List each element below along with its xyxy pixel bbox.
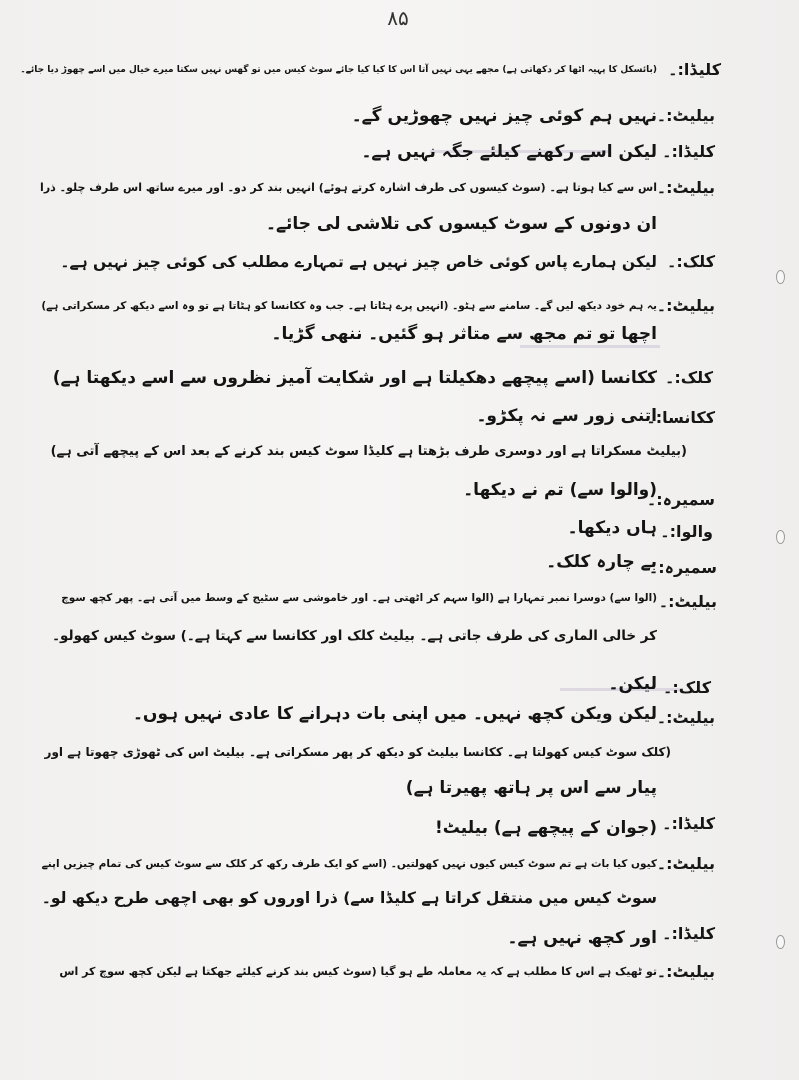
speaker-label: بیلیٹ:۔ bbox=[658, 592, 717, 611]
dialogue-line: (بائسکل کا پہیہ اٹھا کر دکھاتی ہے) مجھے یہی نہیں آتا اس کا کیا کیا جائے سوٹ کیس میں تو گھس نہیں سکتا میرے خیال میں اسے چھوڑ دیا جائے۔ bbox=[20, 65, 657, 75]
speaker-label: بیلیٹ:۔ bbox=[656, 708, 715, 727]
speaker-label: ککانسا:۔ bbox=[646, 408, 715, 427]
dialogue-line: تو ٹھیک ہے اس کا مطلب ہے کہ یہ معاملہ طے ہو گیا (سوٹ کیس بند کرنے کیلئے جھکتا ہے لیکن کچھ سوچ کر اس bbox=[59, 965, 657, 978]
dialogue-line: (جوان کے پیچھے ہے) بیلیٹ! bbox=[435, 818, 657, 838]
speaker-label: کلیڈا:۔ bbox=[662, 142, 715, 161]
speaker-label: بیلیٹ:۔ bbox=[656, 962, 715, 981]
dialogue-line: لیکن ویکن کچھ نہیں۔ میں اپنی بات دہرانے کا عادی نہیں ہوں۔ bbox=[132, 704, 657, 724]
speaker-label: کلک:۔ bbox=[663, 678, 711, 697]
dialogue-line: اور کچھ نہیں ہے۔ bbox=[507, 928, 657, 948]
dialogue-line: ککانسا (اسے پیچھے دھکیلتا ہے اور شکایت آمیز نظروں سے اسے دیکھتا ہے) bbox=[52, 368, 657, 388]
dialogue-line: (والوا سے) تم نے دیکھا۔ bbox=[463, 480, 657, 500]
speaker-label: سمیرہ:۔ bbox=[648, 558, 717, 577]
dialogue-line: (بیلیٹ مسکراتا ہے اور دوسری طرف بڑھتا ہے کلیڈا سوٹ کیس بند کرنے کے بعد اس کے پیچھے آتی ہے) bbox=[50, 444, 687, 459]
dialogue-line: کیوں کیا بات ہے تم سوٹ کیس کیوں نہیں کھولتیں۔ (اسے کو ایک طرف رکھ کر کلک سے سوٹ کیس کی تمام چیزیں اپنے bbox=[41, 858, 657, 870]
dialogue-line: یہ ہم خود دیکھ لیں گے۔ سامنے سے ہٹو۔ (انہیں پرے ہٹاتا ہے۔ جب وہ ککانسا کو ہٹاتا ہے تو وہ اسے دیکھ کر مسکراتی ہے) bbox=[41, 300, 657, 312]
speaker-label: بیلیٹ:۔ bbox=[656, 106, 715, 125]
binding-hole bbox=[776, 270, 785, 284]
dialogue-line: کر خالی الماری کی طرف جاتی ہے۔ بیلیٹ کلک اور ککانسا سے کہتا ہے۔) سوٹ کیس کھولو۔ bbox=[52, 628, 657, 644]
dialogue-line: اس سے کیا ہوتا ہے۔ (سوٹ کیسوں کی طرف اشارہ کرتے ہوئے) انہیں بند کر دو۔ اور میرے ساتھ اس طرف چلو۔ ذرا bbox=[40, 181, 657, 194]
speaker-label: کلک:۔ bbox=[667, 252, 715, 271]
dialogue-line: اچھا تو تم مجھ سے متاثر ہو گئیں۔ ننھی گڑیا۔ bbox=[271, 324, 657, 344]
dialogue-line: (الوا سے) دوسرا نمبر تمہارا ہے (الوا سہم کر اٹھتی ہے۔ اور خاموشی سے سٹیج کے وسط میں آتی ہے۔ پھر کچھ سوچ bbox=[61, 592, 657, 604]
dialogue-line: سوٹ کیس میں منتقل کراتا ہے کلیڈا سے) ذرا اوروں کو بھی اچھی طرح دیکھ لو۔ bbox=[41, 889, 657, 907]
dialogue-line: پیار سے اس پر ہاتھ پھیرتا ہے) bbox=[405, 778, 657, 798]
dialogue-line: اتنی زور سے نہ پکڑو۔ bbox=[476, 406, 657, 426]
speaker-label: کلیڈا:۔ bbox=[668, 60, 721, 79]
speaker-label: بیلیٹ:۔ bbox=[656, 178, 715, 197]
speaker-label: کلیڈا:۔ bbox=[662, 924, 715, 943]
dialogue-line: ہاں دیکھا۔ bbox=[567, 518, 657, 538]
speaker-label: بیلیٹ:۔ bbox=[656, 296, 715, 315]
speaker-label: سمیرہ:۔ bbox=[646, 490, 715, 509]
speaker-label: کلیڈا:۔ bbox=[662, 814, 715, 833]
dialogue-line: لیکن ہمارے پاس کوئی خاص چیز نہیں ہے تمہارے مطلب کی کوئی چیز نہیں ہے۔ bbox=[60, 253, 657, 271]
dialogue-line: لیکن۔ bbox=[608, 674, 657, 694]
dialogue-line: (کلک سوٹ کیس کھولتا ہے۔ ککانسا بیلیٹ کو دیکھ کر پھر مسکراتی ہے۔ بیلیٹ اس کی ٹھوڑی چھوتا ہے اور bbox=[44, 745, 671, 759]
speaker-label: کلک:۔ bbox=[665, 368, 713, 387]
dialogue-line: لیکن اسے رکھنے کیلئے جگہ نہیں ہے۔ bbox=[361, 142, 657, 162]
page-number: ۸۵ bbox=[387, 6, 409, 30]
dialogue-line: ان دونوں کے سوٹ کیسوں کی تلاشی لی جائے۔ bbox=[266, 214, 657, 234]
dialogue-line: نہیں ہم کوئی چیز نہیں چھوڑیں گے۔ bbox=[351, 106, 657, 126]
speaker-label: والوا:۔ bbox=[660, 522, 713, 541]
speaker-label: بیلیٹ:۔ bbox=[656, 854, 715, 873]
dialogue-line: بے چارہ کلک۔ bbox=[546, 552, 657, 572]
binding-hole bbox=[776, 530, 785, 544]
binding-hole bbox=[776, 935, 785, 949]
